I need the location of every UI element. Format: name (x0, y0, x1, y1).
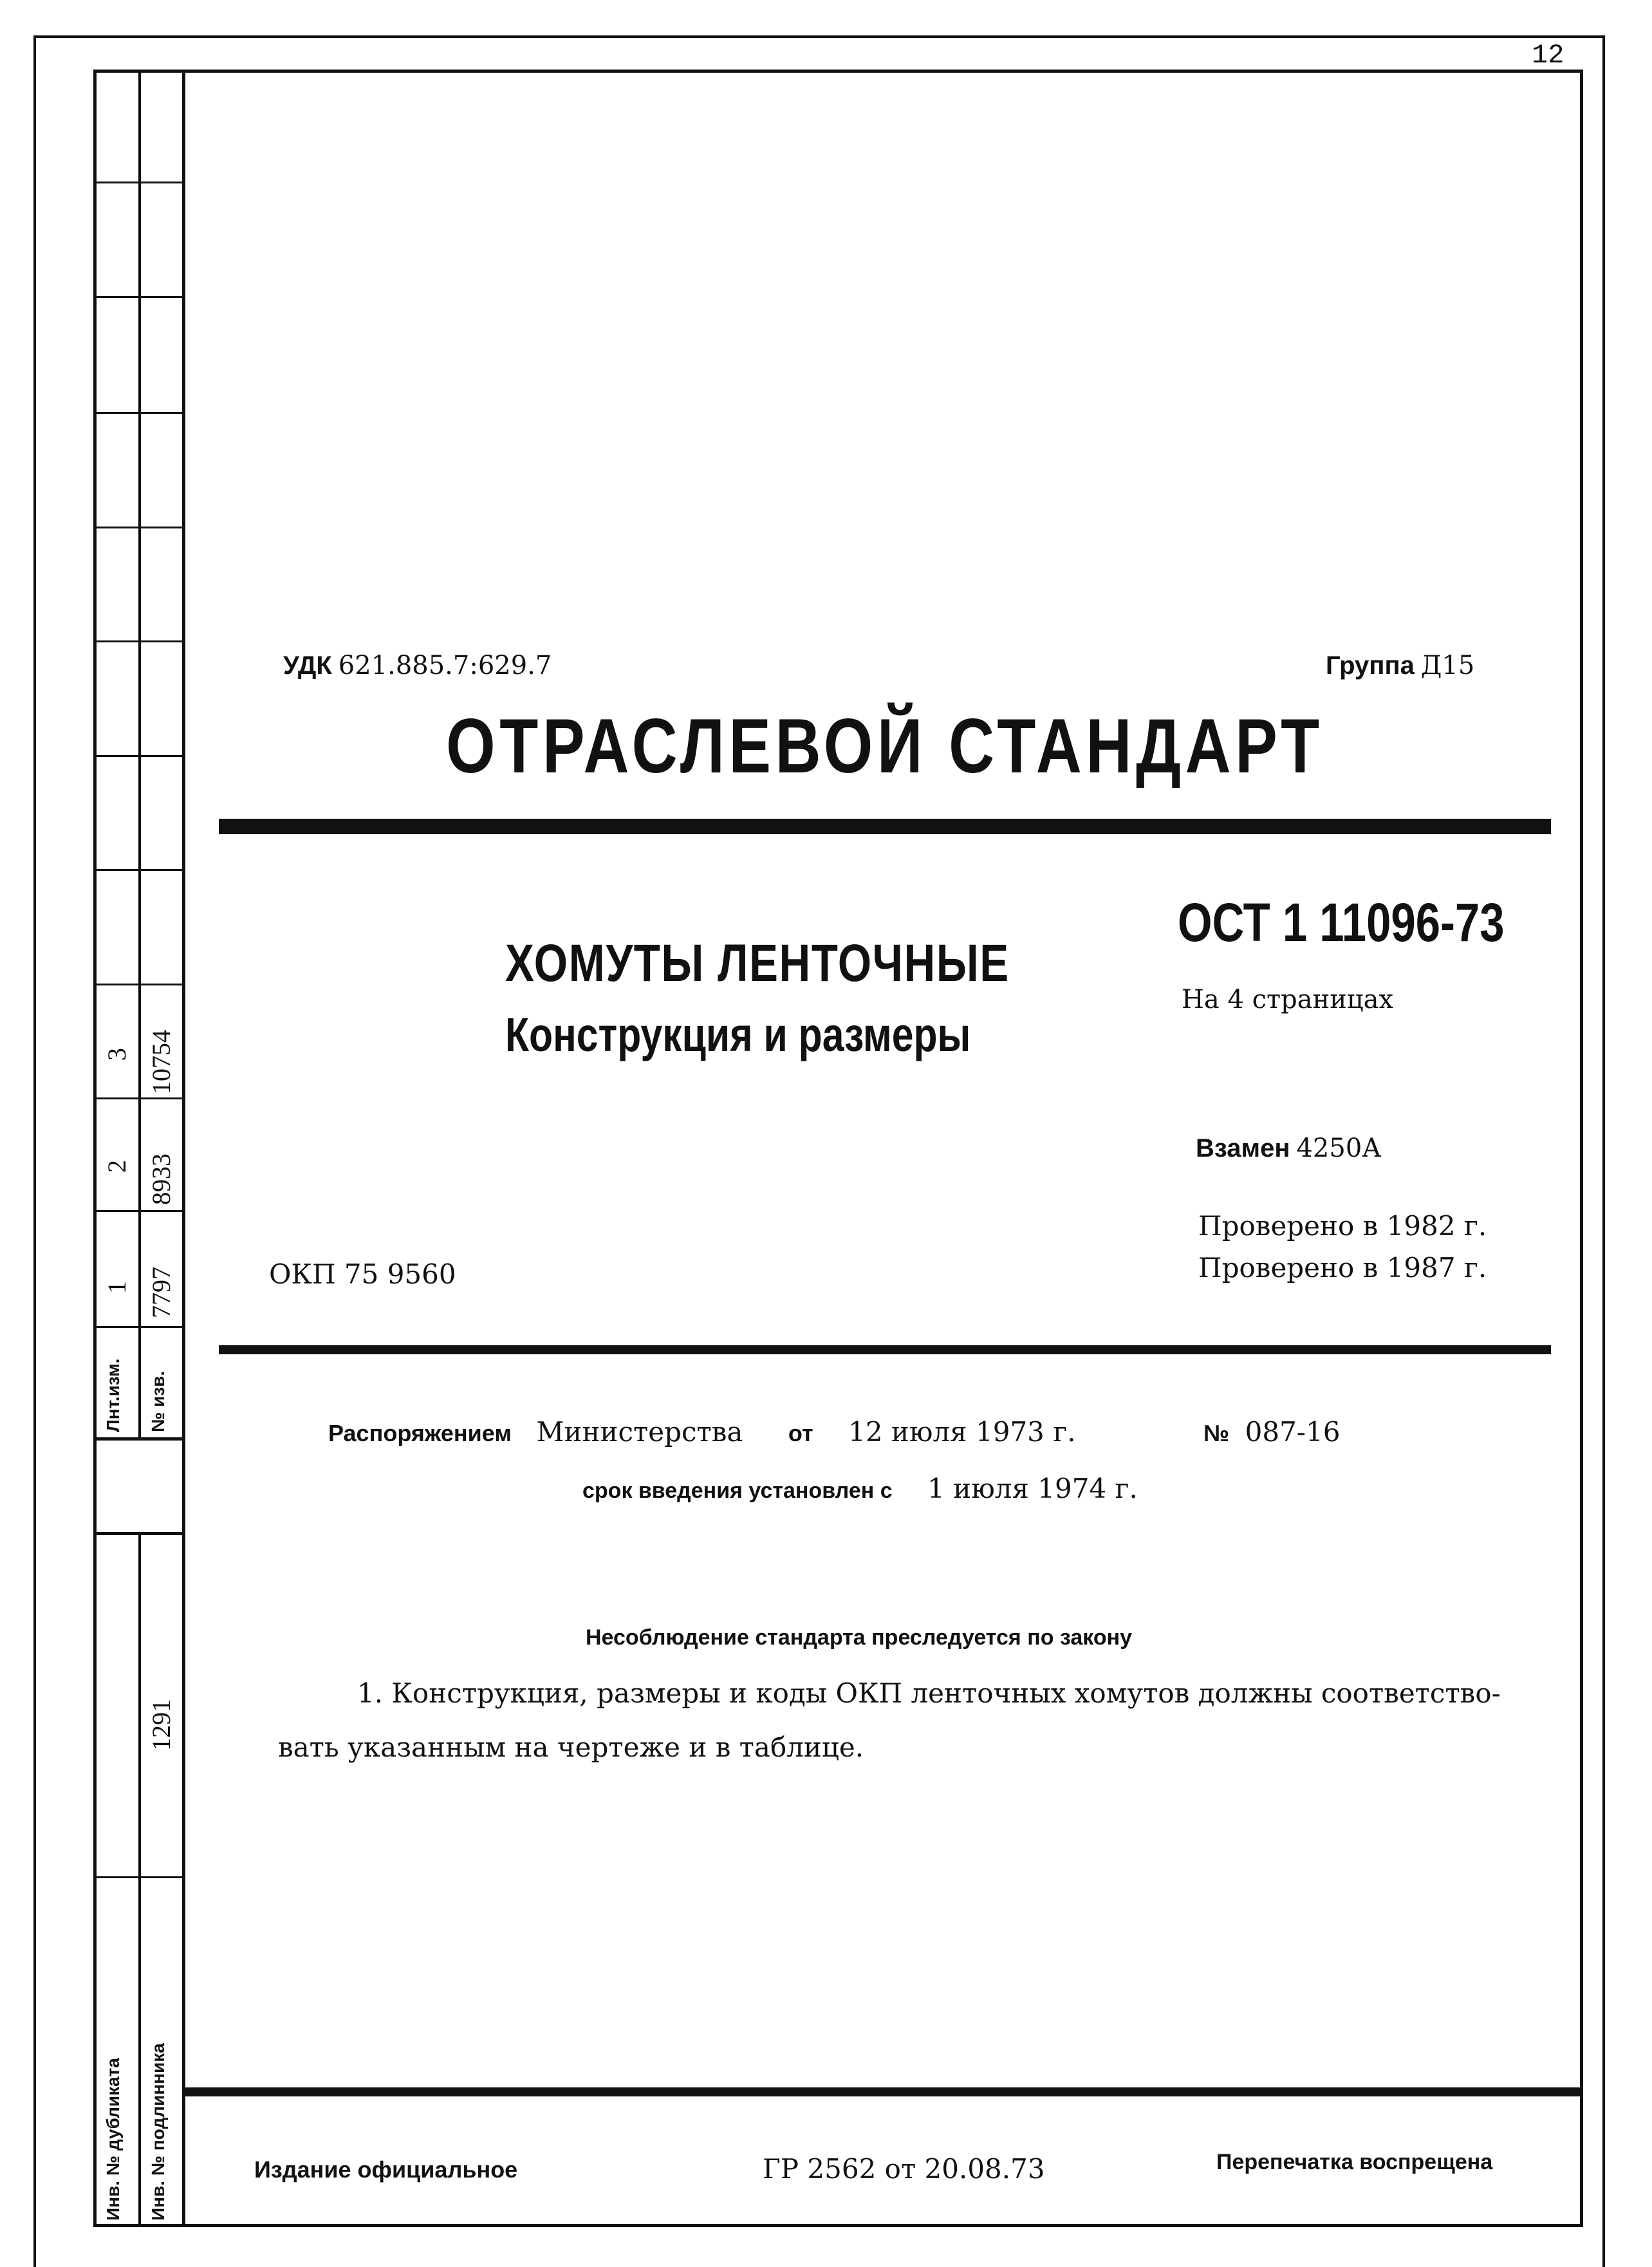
standard-pages: На 4 страницах (1182, 985, 1394, 1014)
paragraph-line-2: вать указанным на чертеже и в таблице. (278, 1731, 864, 1763)
order-date: 12 июля 1973 г. (848, 1416, 1076, 1448)
banner-title: ОТРАСЛЕВОЙ СТАНДАРТ (446, 703, 1324, 789)
strip-grid-7 (93, 869, 183, 871)
okp-code: ОКП 75 9560 (269, 1258, 456, 1290)
order-line (328, 1416, 1076, 1448)
udk-label: УДК (283, 651, 332, 680)
strip-change-1-notice: 7797 (147, 1267, 176, 1318)
strip-mid-line-lower (138, 1532, 141, 2227)
footer-reprint: Перепечатка воспрещена (1216, 2150, 1493, 2174)
order-number-line (1203, 1416, 1340, 1448)
strip-label-duplicate: Инв. № дубликата (103, 2058, 123, 2221)
group-label: Группа (1326, 651, 1415, 680)
outer-frame-top (33, 35, 1604, 38)
strip-grid-9 (93, 1097, 183, 1099)
strip-label-original: Инв. № подлинника (148, 2043, 168, 2221)
effective-line (582, 1473, 1138, 1505)
strip-original-number: 1291 (147, 1699, 176, 1751)
outer-frame-left (33, 35, 36, 2267)
effective-label: срок введения установлен с (582, 1479, 893, 1503)
strip-grid-2 (93, 296, 183, 298)
standard-code: ОСТ 1 11096-73 (1178, 892, 1505, 953)
strip-grid-13 (93, 1532, 183, 1535)
outer-frame-right (1602, 35, 1605, 2267)
warning-text: Несоблюдение стандарта преследуется по закону (586, 1625, 1133, 1650)
replaces-line (1196, 1133, 1382, 1163)
banner-rule (219, 819, 1551, 834)
strip-grid-11 (93, 1326, 183, 1328)
paragraph-line-1: 1. Конструкция, размеры и коды ОКП ленточных хомутов должны соответство- (357, 1677, 1501, 1709)
strip-change-3-notice: 10754 (147, 1030, 176, 1094)
strip-grid-5 (93, 640, 183, 642)
strip-change-1-number: 1 (102, 1281, 131, 1294)
group-line (1326, 650, 1474, 680)
strip-grid-8 (93, 984, 183, 985)
order-ministry: Министерства (536, 1416, 743, 1448)
strip-change-3-number: 3 (102, 1048, 131, 1061)
strip-mid-line (138, 70, 141, 1437)
footer-rule (185, 2087, 1583, 2096)
order-from-label: от (788, 1420, 813, 1446)
group-value: Д15 (1420, 651, 1475, 680)
strip-grid-10 (93, 1210, 183, 1212)
checked-1987: Проверено в 1987 г. (1198, 1252, 1487, 1283)
strip-grid-1 (93, 182, 183, 183)
standard-title-line1: ХОМУТЫ ЛЕНТОЧНЫЕ (505, 934, 1010, 993)
udk-line (283, 650, 552, 680)
strip-grid-3 (93, 412, 183, 414)
strip-grid-14 (93, 1876, 183, 1878)
strip-grid-12 (93, 1437, 183, 1441)
replaces-value: 4250А (1296, 1134, 1382, 1163)
strip-right-line (182, 70, 185, 2227)
checked-1982: Проверено в 1982 г. (1198, 1210, 1487, 1242)
strip-change-2-notice: 8933 (147, 1153, 176, 1205)
strip-grid-4 (93, 527, 183, 528)
strip-label-notice: № изв. (148, 1370, 168, 1432)
strip-grid-6 (93, 755, 183, 757)
strip-label-change: Лнт.изм. (103, 1358, 123, 1432)
order-number: 087-16 (1245, 1416, 1341, 1448)
strip-change-2-number: 2 (102, 1160, 131, 1173)
page-number: 12 (1532, 40, 1564, 71)
order-number-sign: № (1203, 1420, 1230, 1446)
order-label: Распоряжением (328, 1420, 512, 1446)
title-block-rule (219, 1345, 1551, 1354)
footer-edition: Издание официальное (254, 2156, 518, 2183)
replaces-label: Взамен (1196, 1134, 1290, 1162)
strip-left-border (93, 70, 97, 2227)
standard-title-line2: Конструкция и размеры (505, 1008, 971, 1061)
footer-registration: ГР 2562 от 20.08.73 (763, 2153, 1045, 2185)
udk-value: 621.885.7:629.7 (338, 651, 552, 680)
effective-date: 1 июля 1974 г. (927, 1473, 1138, 1504)
